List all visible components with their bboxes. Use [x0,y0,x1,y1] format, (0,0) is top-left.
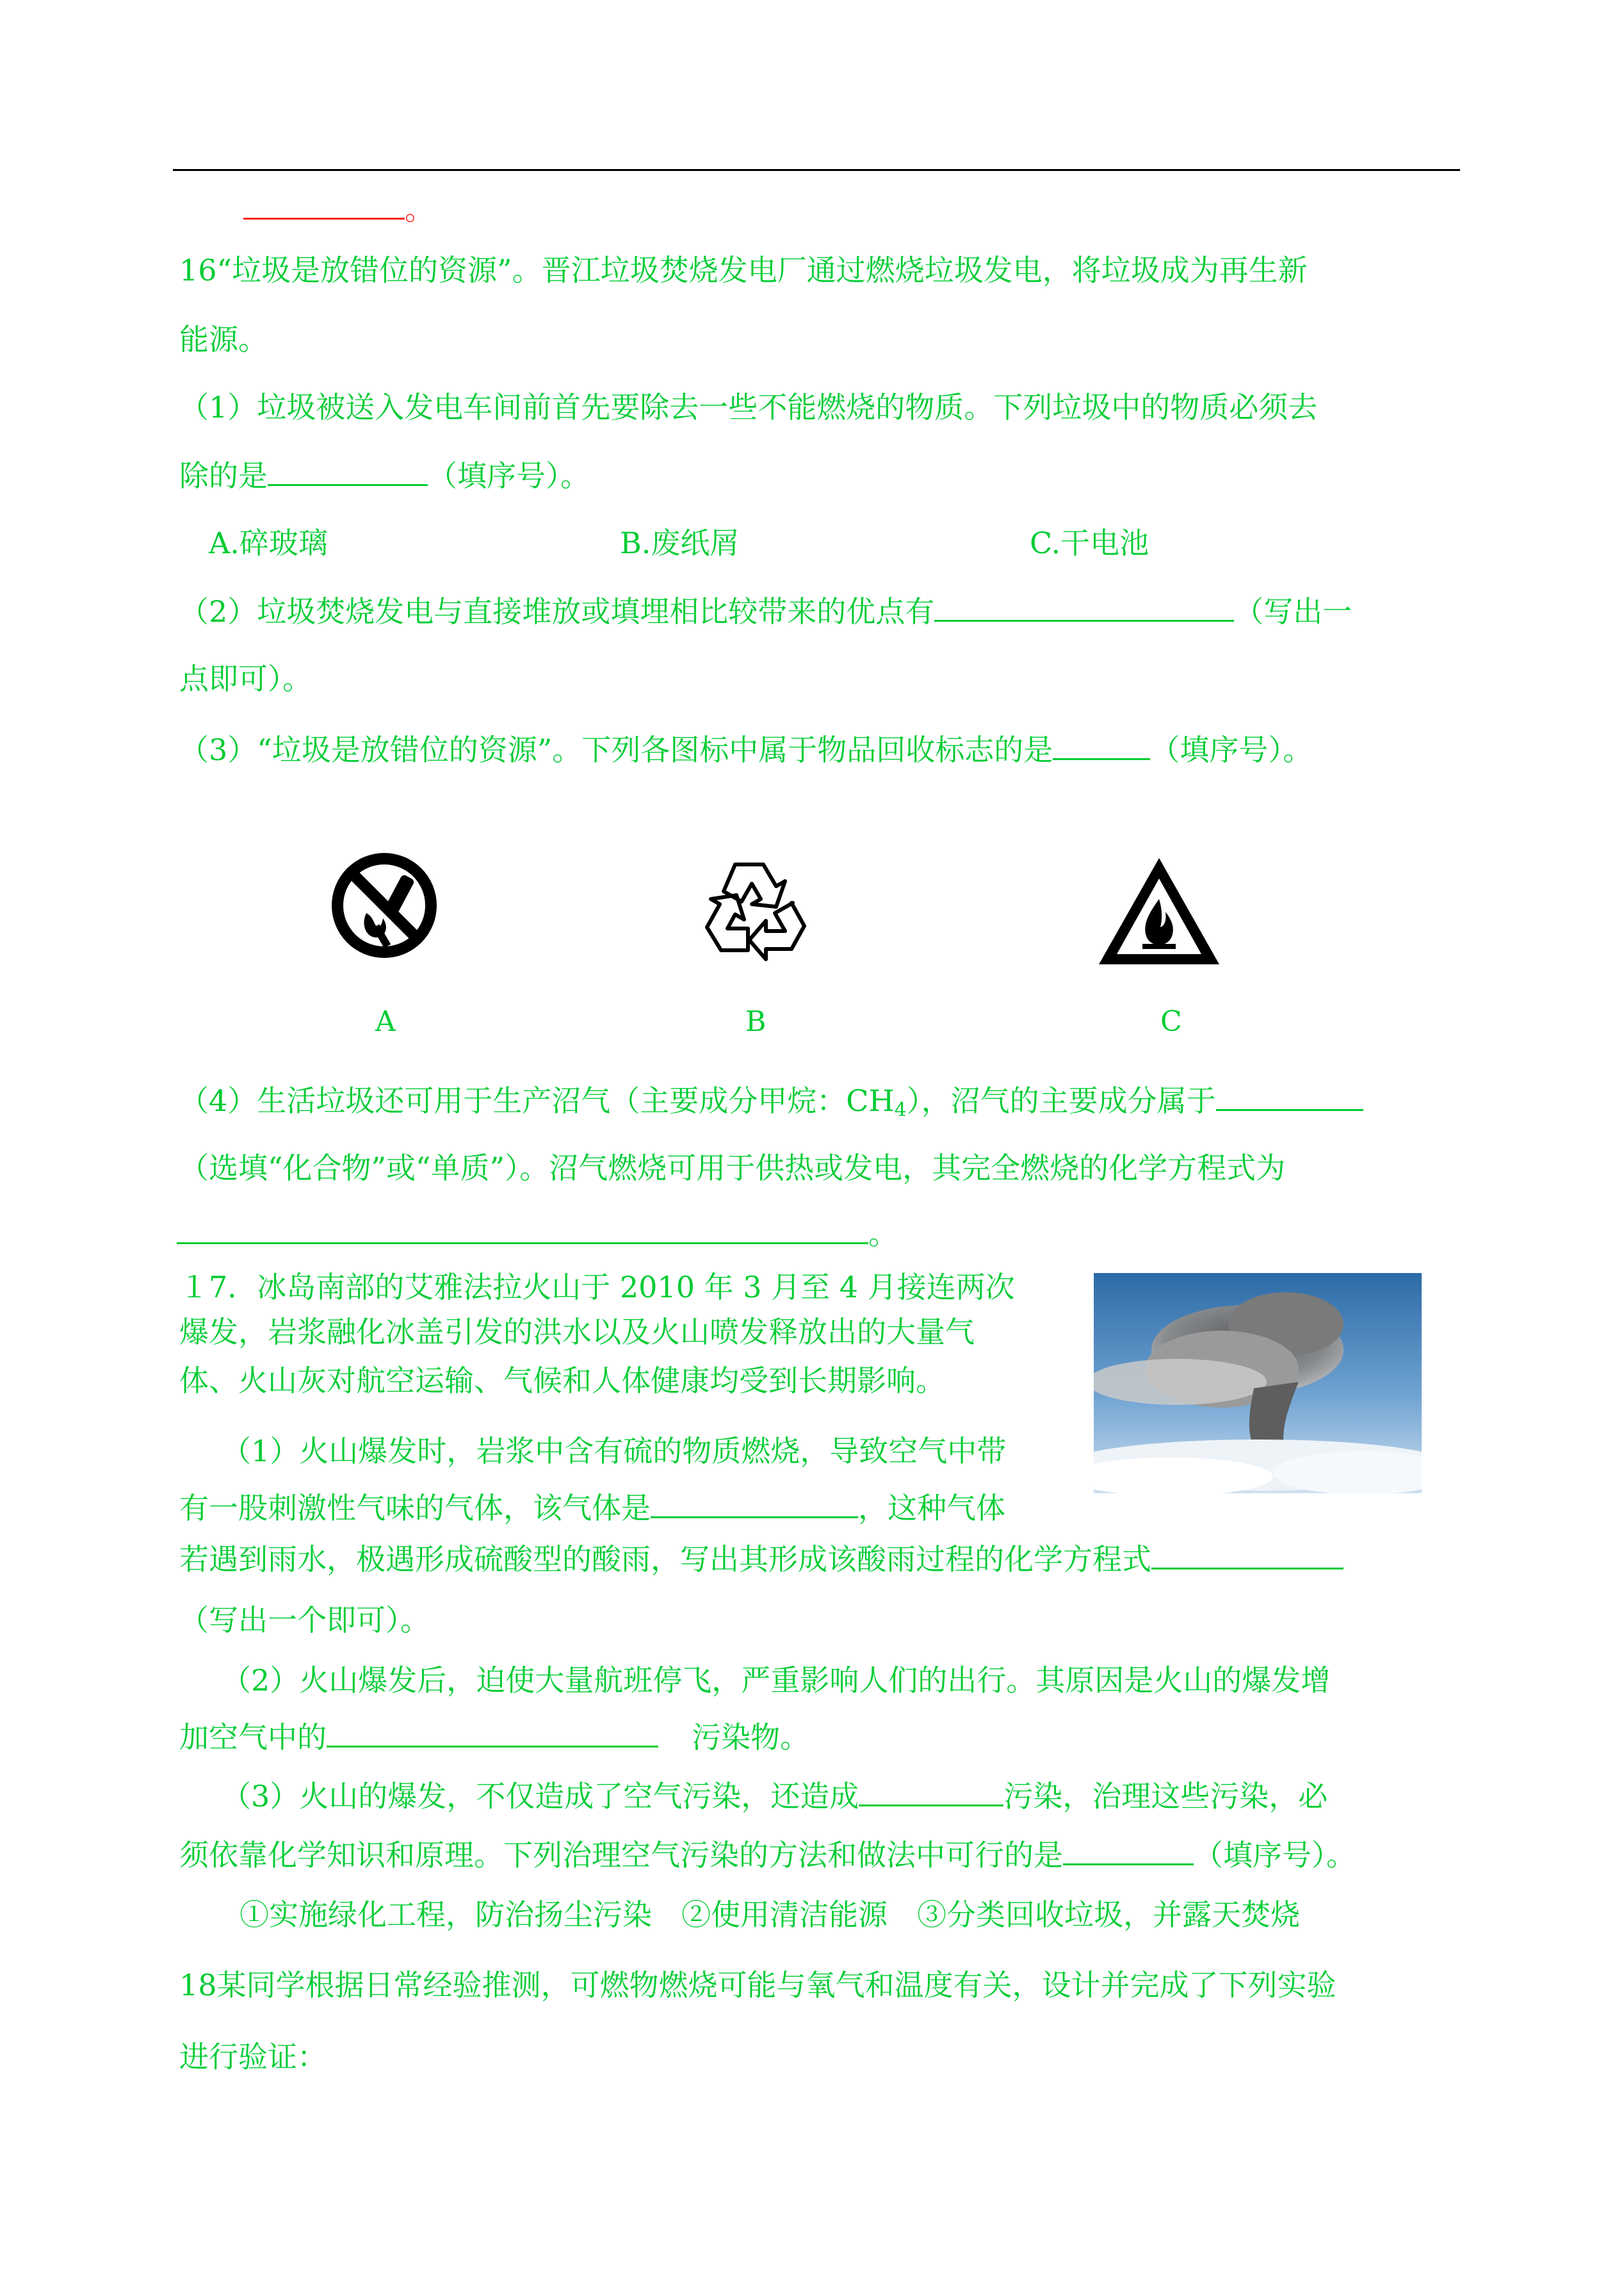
q17-part3-options: ①实施绿化工程，防治扬尘污染 ②使用清洁能源 ③分类回收垃圾，并露天焚烧 [240,1897,1300,1932]
q16-intro-line2: 能源。 [179,322,268,357]
q16-part3-text: （3）“垃圾是放错位的资源”。下列各图标中属于物品回收标志的是 [179,733,1053,767]
q17-part1-text: 有一股刺激性气味的气体，该气体是 [179,1491,651,1525]
q17-part2-text-end: 污染物。 [692,1720,809,1755]
prev-answer-line [243,190,434,229]
answer-blank[interactable] [177,1214,868,1244]
volcano-ash-photo [1094,1273,1422,1493]
q17-part3-line2 [179,1835,1356,1874]
q16-part1-text: 除的是 [179,458,268,493]
answer-blank[interactable] [651,1488,858,1518]
q17-part2-text: 加空气中的 [179,1720,327,1755]
q18-line2: 进行验证： [179,2040,327,2074]
q16-part4-end: 。 [868,1217,898,1251]
q16-part4-line2: （选填“化合物”或“单质”）。沼气燃烧可用于供热或发电，其完全燃烧的化学方程式为 [179,1151,1286,1185]
q17-intro-line1: １7．冰岛南部的艾雅法拉火山于 2010 年 3 月至 4 月接连两次 [179,1270,1015,1304]
q17-part1-line4: （写出一个即可）。 [179,1603,430,1637]
q16-part4-line3 [177,1214,898,1253]
q16-intro-line1: 16“垃圾是放错位的资源”。晋江垃圾焚烧发电厂通过燃烧垃圾发电，将垃圾成为再生新 [179,253,1308,288]
answer-blank[interactable] [1216,1081,1363,1111]
q16-option-c: C.干电池 [1030,526,1149,560]
q17-intro-line2: 爆发，岩浆融化冰盖引发的洪水以及火山喷发释放出的大量气 [179,1315,975,1349]
answer-blank[interactable] [934,592,1234,622]
no-smoking-sign-icon [327,848,442,963]
q17-part2-line2 [179,1717,809,1756]
header-rule [173,169,1460,171]
q17-part2-line1: （2）火山爆发后，迫使大量航班停飞，严重影响人们的出行。其原因是火山的爆发增 [222,1663,1331,1698]
icon-label-c: C [1160,1005,1182,1038]
answer-blank[interactable] [859,1776,1003,1806]
recycling-symbol-icon [697,852,812,964]
q17-part3-line1 [222,1776,1328,1815]
q17-part1-line3 [179,1539,1344,1578]
q17-part3-text2: 须依靠化学知识和原理。下列治理空气污染的方法和做法中可行的是 [179,1838,1063,1872]
answer-blank[interactable] [1063,1835,1194,1865]
q17-part1-text-end: ，这种气体 [858,1491,1005,1525]
icon-label-a: A [375,1005,396,1038]
q16-part4-line1 [179,1081,1363,1130]
q17-part3-text-end: 污染，治理这些污染，必 [1003,1779,1328,1813]
q17-part1-line2 [179,1488,1005,1527]
q16-part1-line2 [179,456,590,495]
q16-part2-line1 [179,592,1352,631]
q16-part4-text: （4）生活垃圾还可用于生产沼气（主要成分甲烷：CH [179,1083,895,1118]
q16-part1-line1: （1）垃圾被送入发电车间前首先要除去一些不能燃烧的物质。下列垃圾中的物质必须去 [179,390,1318,425]
prev-end: 。 [405,192,434,227]
answer-blank[interactable] [1151,1539,1344,1569]
answer-blank[interactable] [327,1717,658,1748]
q16-option-b: B.废纸屑 [620,526,740,560]
q17-intro-line3: 体、火山灰对航空运输、气候和人体健康均受到长期影响。 [179,1363,945,1398]
q16-part4-subscript: 4 [894,1099,907,1121]
q18-line1: 18某同学根据日常经验推测，可燃物燃烧可能与氧气和温度有关，设计并完成了下列实验 [179,1968,1336,2002]
flammable-warning-icon [1095,854,1223,969]
icon-label-b: B [745,1005,767,1038]
answer-blank[interactable] [243,190,405,220]
answer-blank[interactable] [268,456,428,486]
q17-part3-text: （3）火山的爆发，不仅造成了空气污染，还造成 [222,1779,859,1813]
answer-blank[interactable] [1053,730,1150,760]
q16-part1-text-end: （填序号）。 [428,458,590,493]
q17-part3-text2-end: （填序号）。 [1194,1838,1356,1872]
q17-part1-line1: （1）火山爆发时，岩浆中含有硫的物质燃烧，导致空气中带 [222,1434,1007,1468]
q16-part2-text: （2）垃圾焚烧发电与直接堆放或填埋相比较带来的优点有 [179,594,935,629]
q16-option-a: A.碎玻璃 [209,526,328,560]
q16-part2-text-end: （写出一 [1234,594,1352,629]
q17-part1-text3: 若遇到雨水，极遇形成硫酸型的酸雨，写出其形成该酸雨过程的化学方程式 [179,1542,1151,1577]
q16-part3-line [179,730,1312,769]
q16-part4-text-mid: ），沼气的主要成分属于 [906,1083,1216,1118]
q16-part3-text-end: （填序号）。 [1150,733,1313,767]
q16-part2-line2: 点即可）。 [179,661,312,696]
